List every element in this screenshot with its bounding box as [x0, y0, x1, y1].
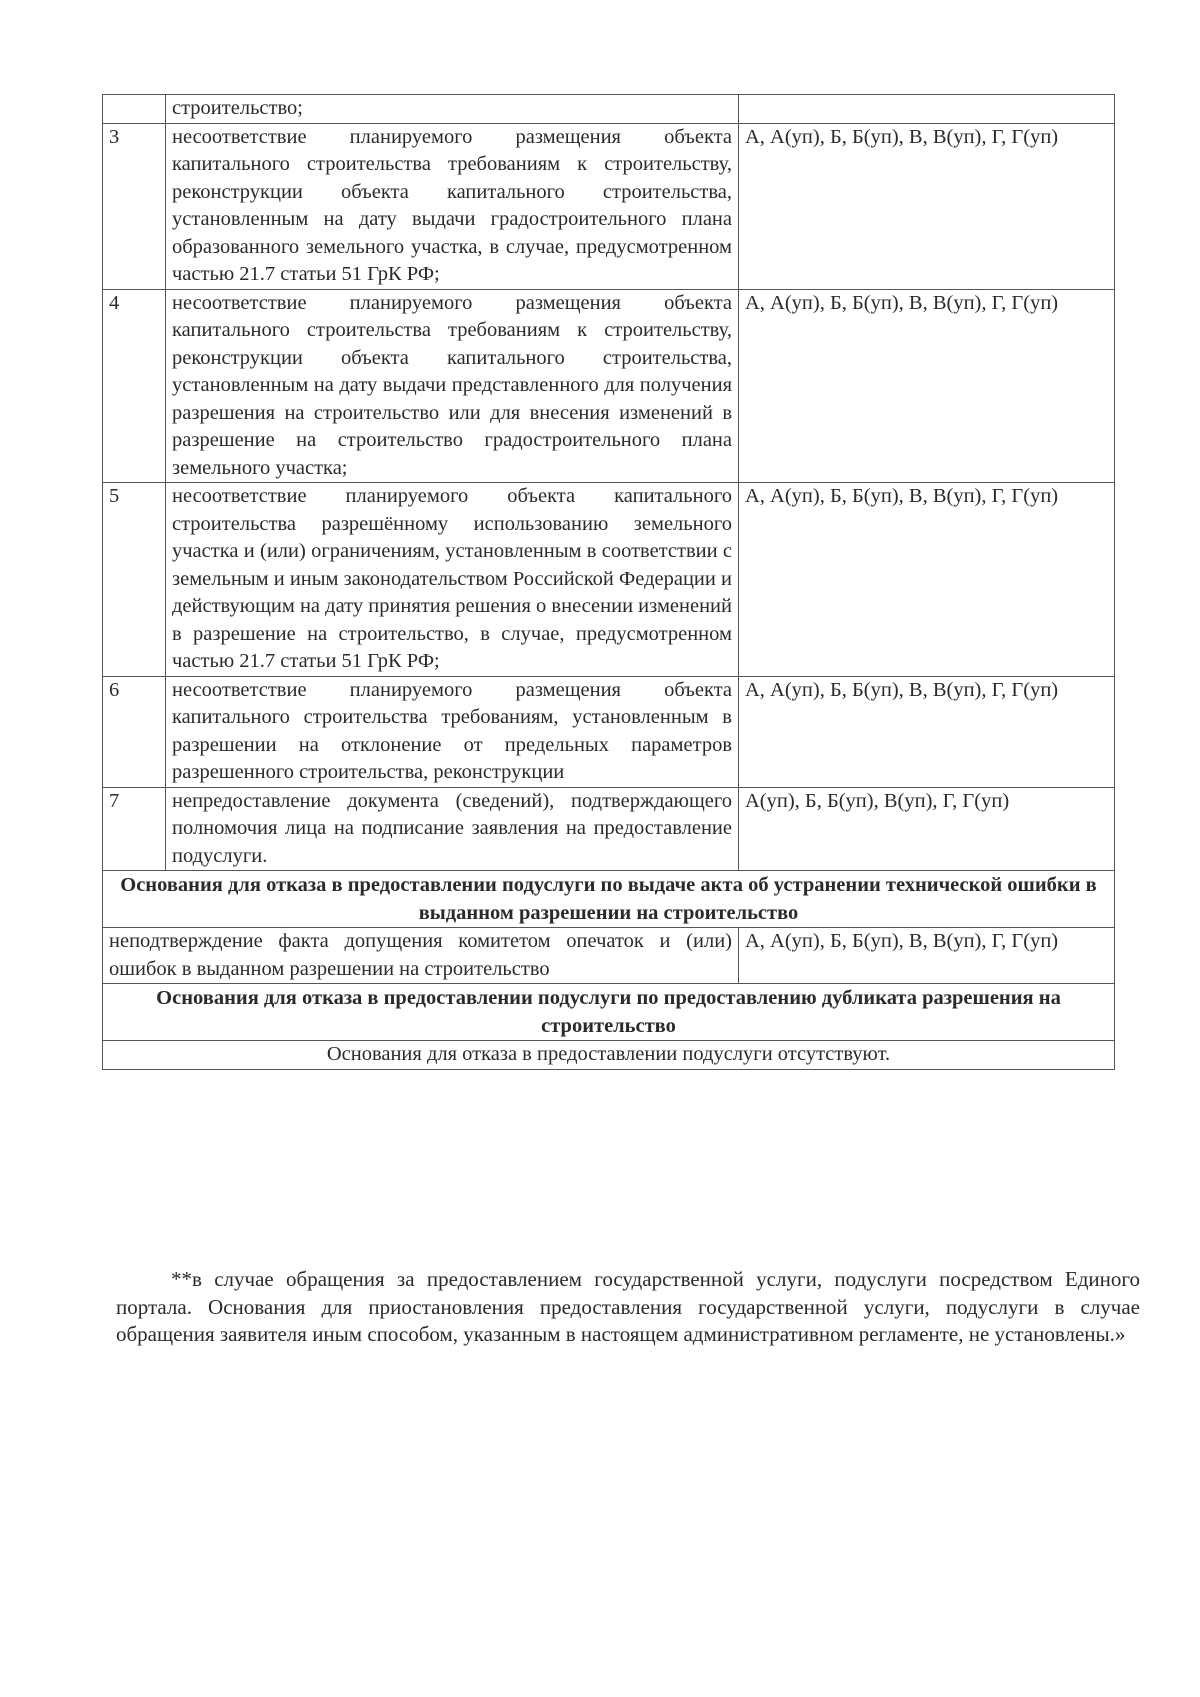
table-row [103, 1041, 1115, 1070]
row-number: 7 [103, 787, 166, 871]
section-heading-duplicate: Основания для отказа в предоставлении подуслуги по предоставлению дубликата разрешения на строительство [103, 984, 1115, 1041]
duplicate-text: Основания для отказа в предоставлении подуслуги отсутствуют. [103, 1041, 1115, 1070]
tech-error-codes: А, А(уп), Б, Б(уп), В, В(уп), Г, Г(уп) [739, 928, 1115, 984]
row-codes: А(уп), Б, Б(уп), В(уп), Г, Г(уп) [739, 787, 1115, 871]
row-codes: А, А(уп), Б, Б(уп), В, В(уп), Г, Г(уп) [739, 289, 1115, 483]
tech-error-text: неподтверждение факта допущения комитетом опечаток и (или) ошибок в выданном разрешении на строительство [103, 928, 739, 984]
row-codes: А, А(уп), Б, Б(уп), В, В(уп), Г, Г(уп) [739, 483, 1115, 677]
section-heading-tech-error: Основания для отказа в предоставлении подуслуги по выдаче акта об устранении технической ошибки в выданном разрешении на строительство [103, 871, 1115, 928]
section-heading-row [103, 984, 1115, 1041]
row-codes: А, А(уп), Б, Б(уп), В, В(уп), Г, Г(уп) [739, 676, 1115, 787]
row-number: 4 [103, 289, 166, 483]
row-number: 3 [103, 123, 166, 289]
table-row [103, 787, 1115, 871]
row-codes: А, А(уп), Б, Б(уп), В, В(уп), Г, Г(уп) [739, 123, 1115, 289]
row-number: 6 [103, 676, 166, 787]
row-text: строительство; [166, 95, 739, 124]
row-text: непредоставление документа (сведений), подтверждающего полномочия лица на подписание заявления на предоставление подуслуги. [166, 787, 739, 871]
table-row [103, 483, 1115, 677]
footnote: **в случае обращения за предоставлением государственной услуги, подуслуги посредством Единого портала. Основания для приостановления предоставления государственной услуги, подуслуги в случае обращения заявителя иным способом, указанным в настоящем административном регламенте, не установлены.» [116, 1267, 1140, 1346]
section-heading-row [103, 871, 1115, 928]
row-text: несоответствие планируемого размещения объекта капитального строительства требованиям к строительству, реконструкции объекта капитального строительства, установленным на дату выдачи представленного для получения разрешения на строительство или для внесения изменений в разрешение на строительство градостроительного плана земельного участка; [166, 289, 739, 483]
row-text: несоответствие планируемого объекта капитального строительства разрешённому использованию земельного участка и (или) ограничениям, установленным в соответствии с земельным и иным законодательством Российской Федерации и действующим на дату принятия решения о внесении изменений в разрешение на строительство, в случае, предусмотренном частью 21.7 статьи 51 ГрК РФ; [166, 483, 739, 677]
table-row [103, 289, 1115, 483]
row-number [103, 95, 166, 124]
row-number: 5 [103, 483, 166, 677]
refusal-grounds-table [102, 94, 1115, 1070]
row-text: несоответствие планируемого размещения объекта капитального строительства требованиям к строительству, реконструкции объекта капитального строительства, установленным на дату выдачи градостроительного плана образованного земельного участка, в случае, предусмотренном частью 21.7 статьи 51 ГрК РФ; [166, 123, 739, 289]
table-row [103, 95, 1115, 124]
table-row [103, 123, 1115, 289]
table-row [103, 676, 1115, 787]
row-text: несоответствие планируемого размещения объекта капитального строительства требованиям, установленным в разрешении на отклонение от предельных параметров разрешенного строительства, реконструкции [166, 676, 739, 787]
row-codes [739, 95, 1115, 124]
table-row [103, 928, 1115, 984]
